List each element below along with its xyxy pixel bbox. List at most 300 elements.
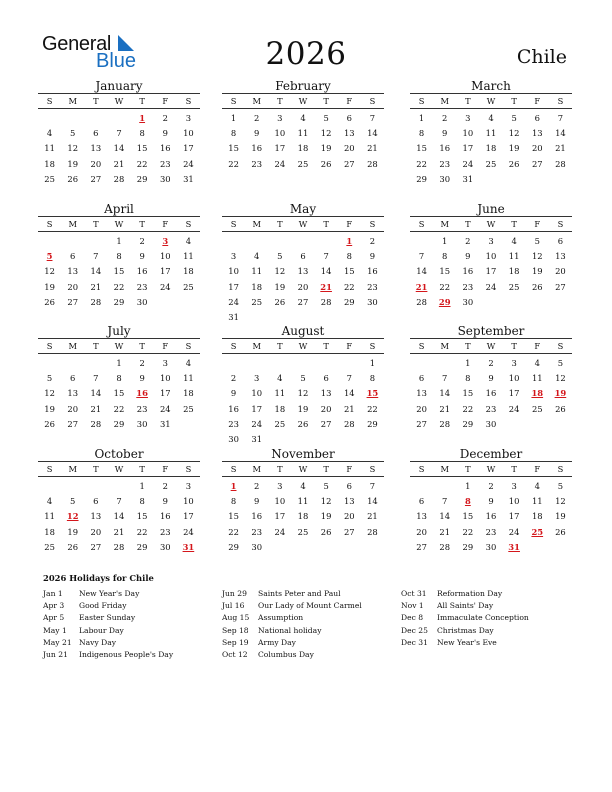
day-cell: 31 (159, 418, 171, 429)
holiday-name: New Year's Eve (437, 637, 497, 647)
day-cell: 29 (462, 541, 474, 552)
day-cell: 6 (534, 113, 540, 123)
day-cell: 11 (183, 251, 194, 262)
weekday-label: F (162, 96, 169, 106)
holiday-date: May 21 (43, 637, 72, 647)
day-cell: 11 (508, 251, 520, 262)
day-cell: 20 (90, 526, 102, 537)
calendar-country: Chile (516, 46, 567, 68)
day-grid (222, 234, 384, 325)
day-cell: 15 (343, 266, 355, 277)
day-cell: 5 (277, 251, 283, 262)
empty-cell (38, 111, 61, 126)
day-cell: 17 (508, 388, 520, 399)
day-cell: 1 (442, 236, 448, 246)
weekday-label: T (93, 464, 99, 474)
weekday-label: S (418, 96, 425, 106)
day-cell: 8 (442, 251, 448, 262)
weekday-label: T (323, 341, 329, 351)
day-cell: 6 (323, 373, 329, 384)
month-name: August (281, 324, 325, 338)
weekday-label: W (114, 219, 124, 229)
weekday-label: M (252, 219, 261, 229)
day-cell: 15 (228, 511, 239, 522)
day-cell: 19 (274, 281, 286, 292)
empty-cell (61, 356, 84, 371)
day-cell: 23 (159, 158, 171, 169)
month-june (410, 202, 572, 310)
day-cell: 25 (44, 173, 55, 184)
day-cell: 3 (162, 358, 168, 368)
empty-cell (291, 234, 314, 249)
day-cell: 8 (369, 373, 376, 384)
day-cell: 14 (367, 128, 378, 139)
day-cell: 7 (93, 373, 99, 384)
day-cell: 2 (139, 358, 145, 368)
day-cell: 4 (534, 358, 540, 368)
day-cell: 14 (90, 388, 102, 399)
day-grid (222, 356, 384, 447)
day-cell: 13 (343, 496, 355, 507)
weekday-label: M (440, 341, 449, 351)
weekday-header (410, 93, 572, 109)
weekday-label: F (534, 341, 541, 351)
day-cell: 16 (136, 266, 148, 277)
day-cell: 16 (159, 143, 171, 154)
day-cell: 14 (439, 388, 451, 399)
day-cell: 21 (439, 526, 451, 537)
weekday-label: T (465, 96, 471, 106)
empty-cell (338, 356, 361, 371)
day-cell: 26 (274, 296, 286, 307)
day-cell: 7 (369, 113, 376, 123)
day-cell: 11 (183, 373, 194, 384)
holiday-row (401, 612, 529, 624)
day-cell: 20 (531, 143, 543, 154)
day-cell: 5 (70, 496, 76, 507)
day-cell: 18 (508, 266, 520, 277)
month-name: May (289, 202, 317, 216)
day-cell: 7 (323, 251, 329, 262)
day-cell: 3 (277, 481, 283, 491)
empty-cell (268, 234, 291, 249)
weekday-label: T (323, 96, 329, 106)
holiday-date: Apr 5 (43, 613, 65, 623)
day-cell: 3 (488, 236, 494, 246)
month-december (410, 447, 572, 555)
weekday-label: S (46, 464, 53, 474)
day-cell: 24 (508, 526, 520, 537)
holiday-day: 1 (230, 481, 237, 491)
day-grid (38, 234, 200, 310)
day-cell: 30 (136, 418, 148, 429)
day-cell: 18 (183, 266, 194, 277)
weekday-header (410, 338, 572, 354)
day-grid (222, 479, 384, 555)
weekday-label: S (46, 341, 53, 351)
weekday-label: T (511, 464, 517, 474)
holiday-name: Reformation Day (437, 589, 503, 598)
holiday-name: Easter Sunday (79, 613, 136, 623)
weekday-label: F (162, 464, 169, 474)
day-cell: 28 (320, 296, 332, 307)
holiday-date: Jan 1 (43, 589, 63, 598)
empty-cell (222, 356, 245, 371)
weekday-label: M (252, 341, 261, 351)
day-cell: 4 (300, 481, 306, 491)
day-cell: 15 (113, 388, 125, 399)
weekday-label: W (114, 96, 124, 106)
day-cell: 1 (418, 113, 425, 123)
holiday-column (222, 588, 362, 661)
day-cell: 13 (90, 143, 102, 154)
day-cell: 23 (251, 158, 263, 169)
day-cell: 1 (465, 358, 471, 368)
day-cell: 18 (251, 281, 263, 292)
day-cell: 28 (113, 541, 125, 552)
day-cell: 6 (300, 251, 306, 262)
holiday-date: Dec 31 (401, 637, 428, 647)
day-cell: 15 (462, 388, 474, 399)
holiday-day: 21 (415, 281, 428, 292)
day-cell: 9 (254, 128, 260, 139)
holiday-row (43, 649, 173, 661)
day-cell: 9 (230, 388, 237, 399)
day-cell: 14 (320, 266, 332, 277)
day-cell: 12 (44, 266, 55, 277)
day-cell: 21 (90, 403, 102, 414)
day-cell: 21 (367, 143, 378, 154)
day-cell: 14 (113, 511, 125, 522)
day-cell: 19 (44, 403, 55, 414)
day-cell: 17 (462, 143, 474, 154)
empty-cell (268, 356, 291, 371)
day-cell: 2 (465, 236, 471, 246)
day-cell: 9 (369, 251, 376, 262)
holiday-row (43, 612, 173, 624)
day-cell: 11 (531, 496, 543, 507)
day-cell: 9 (465, 251, 471, 262)
weekday-label: T (277, 96, 283, 106)
day-cell: 24 (159, 281, 171, 292)
day-cell: 5 (511, 113, 517, 123)
empty-cell (61, 234, 84, 249)
day-cell: 23 (136, 281, 148, 292)
day-cell: 7 (418, 251, 425, 262)
day-cell: 21 (113, 526, 125, 537)
holiday-day: 29 (438, 296, 451, 307)
day-cell: 7 (442, 373, 448, 384)
day-cell: 9 (162, 496, 168, 507)
day-cell: 28 (113, 173, 125, 184)
day-cell: 6 (557, 236, 564, 246)
day-cell: 23 (136, 403, 148, 414)
weekday-label: T (139, 341, 145, 351)
weekday-label: S (418, 219, 425, 229)
weekday-label: S (230, 464, 237, 474)
day-cell: 17 (251, 403, 263, 414)
day-cell: 13 (90, 511, 102, 522)
empty-cell (433, 479, 456, 494)
day-cell: 24 (274, 158, 286, 169)
day-cell: 25 (274, 418, 286, 429)
day-cell: 6 (418, 496, 425, 507)
weekday-label: F (162, 219, 169, 229)
day-cell: 19 (67, 158, 79, 169)
day-cell: 22 (113, 403, 125, 414)
day-cell: 6 (346, 481, 352, 491)
weekday-label: M (440, 464, 449, 474)
day-cell: 2 (488, 481, 494, 491)
weekday-label: S (369, 464, 376, 474)
day-cell: 3 (465, 113, 471, 123)
day-cell: 23 (251, 526, 263, 537)
empty-cell (38, 356, 61, 371)
day-cell: 7 (557, 113, 564, 123)
day-cell: 29 (228, 541, 239, 552)
day-cell: 21 (367, 511, 378, 522)
weekday-label: S (557, 341, 564, 351)
month-march (410, 79, 572, 187)
empty-cell (38, 479, 61, 494)
day-cell: 25 (297, 526, 309, 537)
weekday-label: T (139, 96, 145, 106)
holiday-name: Army Day (258, 637, 296, 647)
day-cell: 10 (274, 496, 286, 507)
day-cell: 3 (185, 113, 192, 123)
day-cell: 28 (439, 418, 451, 429)
holiday-name: Columbus Day (258, 649, 314, 659)
day-cell: 16 (251, 511, 263, 522)
holidays-title: 2026 Holidays for Chile (43, 573, 154, 583)
day-cell: 2 (369, 236, 376, 246)
holiday-name: Navy Day (79, 637, 117, 647)
day-cell: 20 (297, 281, 309, 292)
holiday-column (43, 588, 173, 661)
day-cell: 11 (297, 128, 309, 139)
day-cell: 6 (418, 373, 425, 384)
day-cell: 2 (230, 373, 237, 384)
day-cell: 10 (159, 373, 171, 384)
month-name: July (107, 324, 131, 338)
weekday-header (38, 338, 200, 354)
day-cell: 5 (323, 481, 329, 491)
holiday-name: All Saints' Day (437, 601, 494, 611)
holiday-day: 3 (162, 236, 169, 246)
holiday-date: Oct 12 (222, 649, 248, 659)
day-cell: 16 (439, 143, 451, 154)
day-cell: 30 (251, 541, 263, 552)
day-cell: 17 (183, 511, 194, 522)
weekday-label: T (139, 219, 145, 229)
day-cell: 14 (343, 388, 355, 399)
day-cell: 28 (416, 296, 427, 307)
day-grid (222, 111, 384, 172)
day-cell: 7 (116, 496, 122, 507)
weekday-label: T (511, 341, 517, 351)
day-cell: 9 (442, 128, 448, 139)
day-cell: 27 (343, 158, 355, 169)
day-cell: 18 (44, 526, 55, 537)
day-cell: 6 (346, 113, 352, 123)
day-cell: 18 (274, 403, 286, 414)
day-cell: 5 (323, 113, 329, 123)
day-cell: 23 (485, 526, 497, 537)
weekday-label: S (369, 96, 376, 106)
holiday-name: Good Friday (79, 601, 127, 611)
day-cell: 29 (416, 173, 427, 184)
day-cell: 27 (297, 296, 309, 307)
day-grid (38, 479, 200, 555)
weekday-label: F (346, 96, 353, 106)
day-cell: 24 (485, 281, 497, 292)
weekday-label: T (465, 219, 471, 229)
day-cell: 23 (159, 526, 171, 537)
day-cell: 13 (416, 511, 427, 522)
day-cell: 26 (67, 173, 79, 184)
empty-cell (410, 356, 433, 371)
weekday-header (38, 93, 200, 109)
day-cell: 19 (44, 281, 55, 292)
weekday-label: T (139, 464, 145, 474)
day-cell: 13 (67, 388, 79, 399)
day-cell: 20 (67, 403, 79, 414)
holiday-row (43, 600, 173, 612)
day-cell: 17 (508, 511, 520, 522)
day-cell: 17 (274, 511, 286, 522)
weekday-label: S (185, 464, 192, 474)
empty-cell (410, 479, 433, 494)
day-cell: 2 (139, 236, 145, 246)
day-cell: 5 (557, 481, 564, 491)
day-cell: 21 (343, 403, 355, 414)
weekday-label: W (298, 96, 308, 106)
day-cell: 26 (320, 158, 332, 169)
weekday-label: T (277, 464, 283, 474)
holiday-name: New Year's Day (79, 589, 140, 598)
day-cell: 12 (274, 266, 286, 277)
day-cell: 10 (251, 388, 263, 399)
day-cell: 30 (485, 541, 497, 552)
weekday-label: M (68, 464, 77, 474)
day-cell: 10 (508, 373, 520, 384)
day-cell: 29 (367, 418, 378, 429)
day-cell: 4 (185, 358, 192, 368)
day-cell: 27 (343, 526, 355, 537)
day-cell: 26 (297, 418, 309, 429)
month-name: March (471, 79, 511, 93)
day-cell: 13 (343, 128, 355, 139)
weekday-label: T (511, 219, 517, 229)
day-cell: 16 (367, 266, 378, 277)
day-cell: 27 (90, 173, 102, 184)
month-february (222, 79, 384, 172)
empty-cell (38, 234, 61, 249)
day-cell: 27 (555, 281, 566, 292)
day-cell: 28 (439, 541, 451, 552)
day-cell: 30 (159, 173, 171, 184)
day-cell: 15 (439, 266, 451, 277)
weekday-label: F (534, 219, 541, 229)
day-cell: 27 (67, 418, 79, 429)
holiday-row (43, 637, 173, 649)
weekday-label: S (369, 341, 376, 351)
holiday-name: Our Lady of Mount Carmel (258, 601, 362, 611)
day-cell: 27 (90, 541, 102, 552)
month-august (222, 324, 384, 447)
day-cell: 24 (251, 418, 263, 429)
empty-cell (84, 234, 107, 249)
month-november (222, 447, 384, 555)
day-cell: 26 (531, 281, 543, 292)
holiday-name: Labour Day (79, 625, 124, 635)
month-september (410, 324, 572, 432)
weekday-label: W (486, 96, 496, 106)
holiday-row (222, 649, 362, 661)
day-cell: 28 (367, 526, 378, 537)
month-name: February (275, 79, 331, 93)
day-cell: 4 (511, 236, 517, 246)
logo-text-general: General (42, 33, 112, 55)
day-cell: 8 (116, 373, 122, 384)
day-cell: 25 (485, 158, 497, 169)
weekday-header (38, 461, 200, 477)
day-cell: 14 (416, 266, 427, 277)
day-cell: 17 (183, 143, 194, 154)
day-cell: 25 (44, 541, 55, 552)
holiday-day: 25 (531, 526, 544, 537)
day-cell: 27 (320, 418, 332, 429)
holiday-day: 15 (366, 388, 379, 399)
day-cell: 29 (136, 541, 148, 552)
day-cell: 11 (44, 143, 55, 154)
day-grid (410, 234, 572, 310)
day-cell: 22 (136, 526, 148, 537)
day-cell: 14 (367, 496, 378, 507)
day-cell: 5 (534, 236, 540, 246)
weekday-label: F (162, 341, 169, 351)
day-cell: 1 (139, 481, 145, 491)
day-cell: 14 (90, 266, 102, 277)
month-name: October (94, 447, 144, 461)
day-cell: 26 (555, 403, 566, 414)
day-cell: 30 (136, 296, 148, 307)
day-cell: 12 (508, 128, 520, 139)
day-cell: 30 (462, 296, 474, 307)
day-cell: 23 (439, 158, 451, 169)
day-cell: 8 (139, 128, 145, 139)
day-cell: 9 (139, 373, 145, 384)
day-cell: 3 (511, 481, 517, 491)
holiday-day: 5 (46, 251, 53, 262)
day-cell: 26 (555, 526, 566, 537)
day-cell: 14 (555, 128, 566, 139)
weekday-label: F (346, 219, 353, 229)
day-cell: 2 (442, 113, 448, 123)
day-cell: 9 (254, 496, 260, 507)
day-cell: 11 (274, 388, 286, 399)
holiday-row (401, 588, 529, 600)
day-cell: 30 (439, 173, 451, 184)
day-cell: 23 (367, 281, 378, 292)
day-cell: 29 (113, 418, 125, 429)
day-cell: 2 (162, 113, 168, 123)
day-cell: 15 (462, 511, 474, 522)
weekday-label: S (230, 96, 237, 106)
day-cell: 18 (183, 388, 194, 399)
weekday-label: W (486, 464, 496, 474)
day-cell: 25 (251, 296, 263, 307)
